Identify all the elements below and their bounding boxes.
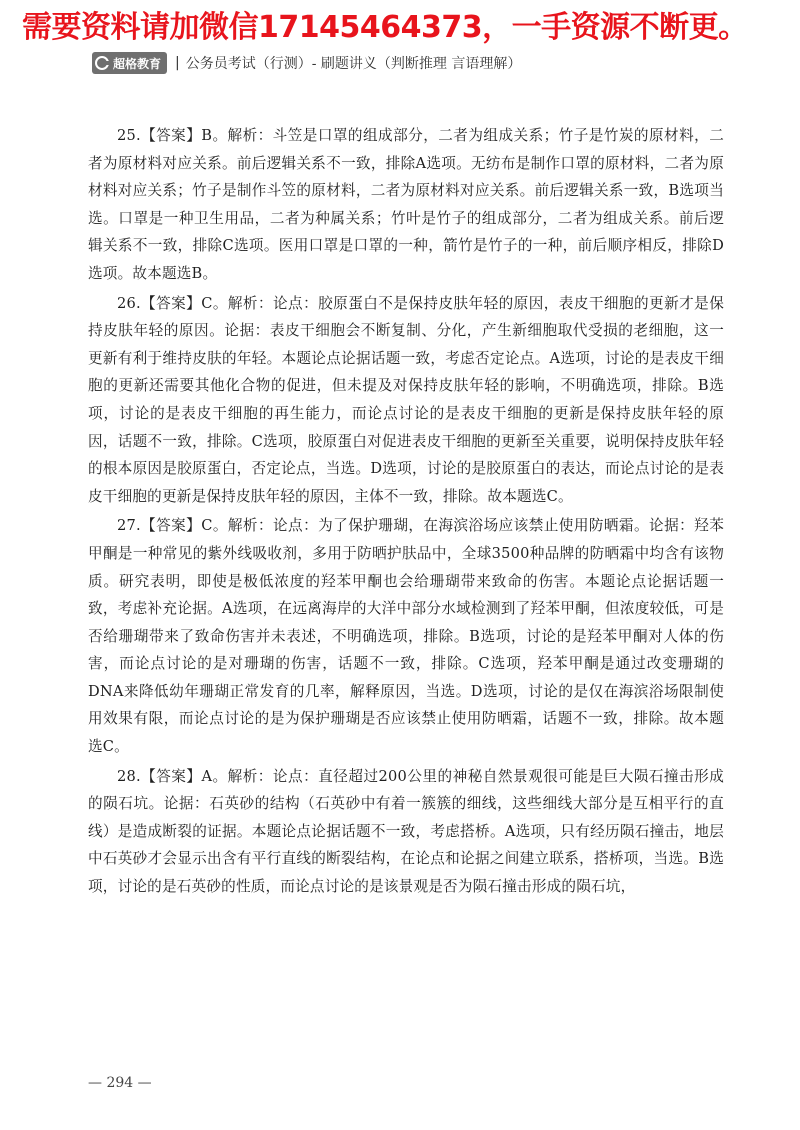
header-separator: | [175, 55, 180, 71]
answer-25-paragraph: 25.【答案】B。解析：斗笠是口罩的组成部分，二者为组成关系；竹子是竹炭的原材料，二者为原材料对应关系。前后逻辑关系不一致，排除A选项。无纺布是制作口罩的原材料，二者为原材料对应关系；竹子是制作斗笠的原材料，二者为原材料对应关系。前后逻辑关系一致，B选项当选。口罩是一种卫生用品，二者为种属关系；竹叶是竹子的组成部分，二者为组成关系。前后逻辑关系不一致，排除C选项。医用口罩是口罩的一种，箭竹是竹子的一种，前后顺序相反，排除D选项。故本题选B。 [88, 127, 724, 282]
answer-28-paragraph: 28.【答案】A。解析：论点：直径超过200公里的神秘自然景观很可能是巨大陨石撞击形成的陨石坑。论据：石英砂的结构（石英砂中有着一簇簇的细线，这些细线大部分是互相平行的直线）是造成断裂的证据。本题论点论据话题不一致，考虑搭桥。A选项，只有经历陨石撞击，地层中石英砂才会显示出含有平行直线的断裂结构，在论点和论据之间建立联系，搭桥项，当选。B选项，讨论的是石英砂的性质，而论点讨论的是该景观是否为陨石撞击形成的陨石坑， [88, 767, 724, 896]
answer-content [88, 122, 724, 903]
page-number: — 294 — [88, 1075, 152, 1091]
answer-27-paragraph: 27.【答案】C。解析：论点：为了保护珊瑚，在海滨浴场应该禁止使用防晒霜。论据：羟苯甲酮是一种常见的紫外线吸收剂，多用于防晒护肤品中，全球3500种品牌的防晒霜中均含有该物质。研究表明，即使是极低浓度的羟苯甲酮也会给珊瑚带来致命的伤害。本题论点论据话题一致，考虑补充论据。A选项，在远离海岸的大洋中部分水域检测到了羟苯甲酮，但浓度较低，可是否给珊瑚带来了致命伤害并未表述，不明确选项，排除。B选项，讨论的是羟苯甲酮对人体的伤害，而论点讨论的是对珊瑚的伤害，话题不一致，排除。C选项，羟苯甲酮是通过改变珊瑚的DNA来降低幼年珊瑚正常发育的几率，解释原因，当选。D选项，讨论的是仅在海滨浴场限制使用效果有限，而论点讨论的是为保护珊瑚是否应该禁止使用防晒霜，话题不一致，排除。故本题选C。 [88, 517, 724, 756]
book-title: 公务员考试（行测）- 刷题讲义（判断推理 言语理解） [185, 56, 522, 72]
answer-26-paragraph: 26.【答案】C。解析：论点：胶原蛋白不是保持皮肤年轻的原因，表皮干细胞的更新才是保持皮肤年轻的原因。论据：表皮干细胞会不断复制、分化，产生新细胞取代受损的老细胞，这一更新有利于维持皮肤的年轻。本题论点论据话题一致，考虑否定论点。A选项，讨论的是表皮干细胞的更新还需要其他化合物的促进，但未提及对保持皮肤年轻的影响，不明确选项，排除。B选项，讨论的是表皮干细胞的再生能力，而论点讨论的是表皮干细胞的更新是保持皮肤年轻的原因，话题不一致，排除。C选项，胶原蛋白对促进表皮干细胞的更新至关重要，说明保持皮肤年轻的根本原因是胶原蛋白，否定论点，当选。D选项，讨论的是胶原蛋白的表达，而论点讨论的是表皮干细胞的更新是保持皮肤年轻的原因，主体不一致，排除。故本题选C。 [88, 294, 724, 505]
page-header [92, 51, 732, 75]
publisher-logo [92, 52, 167, 74]
logo-c-icon [95, 56, 109, 70]
promo-banner: 需要资料请加微信17145464373，一手资源不断更。 [22, 10, 748, 45]
logo-text: 超格教育 [113, 56, 162, 71]
